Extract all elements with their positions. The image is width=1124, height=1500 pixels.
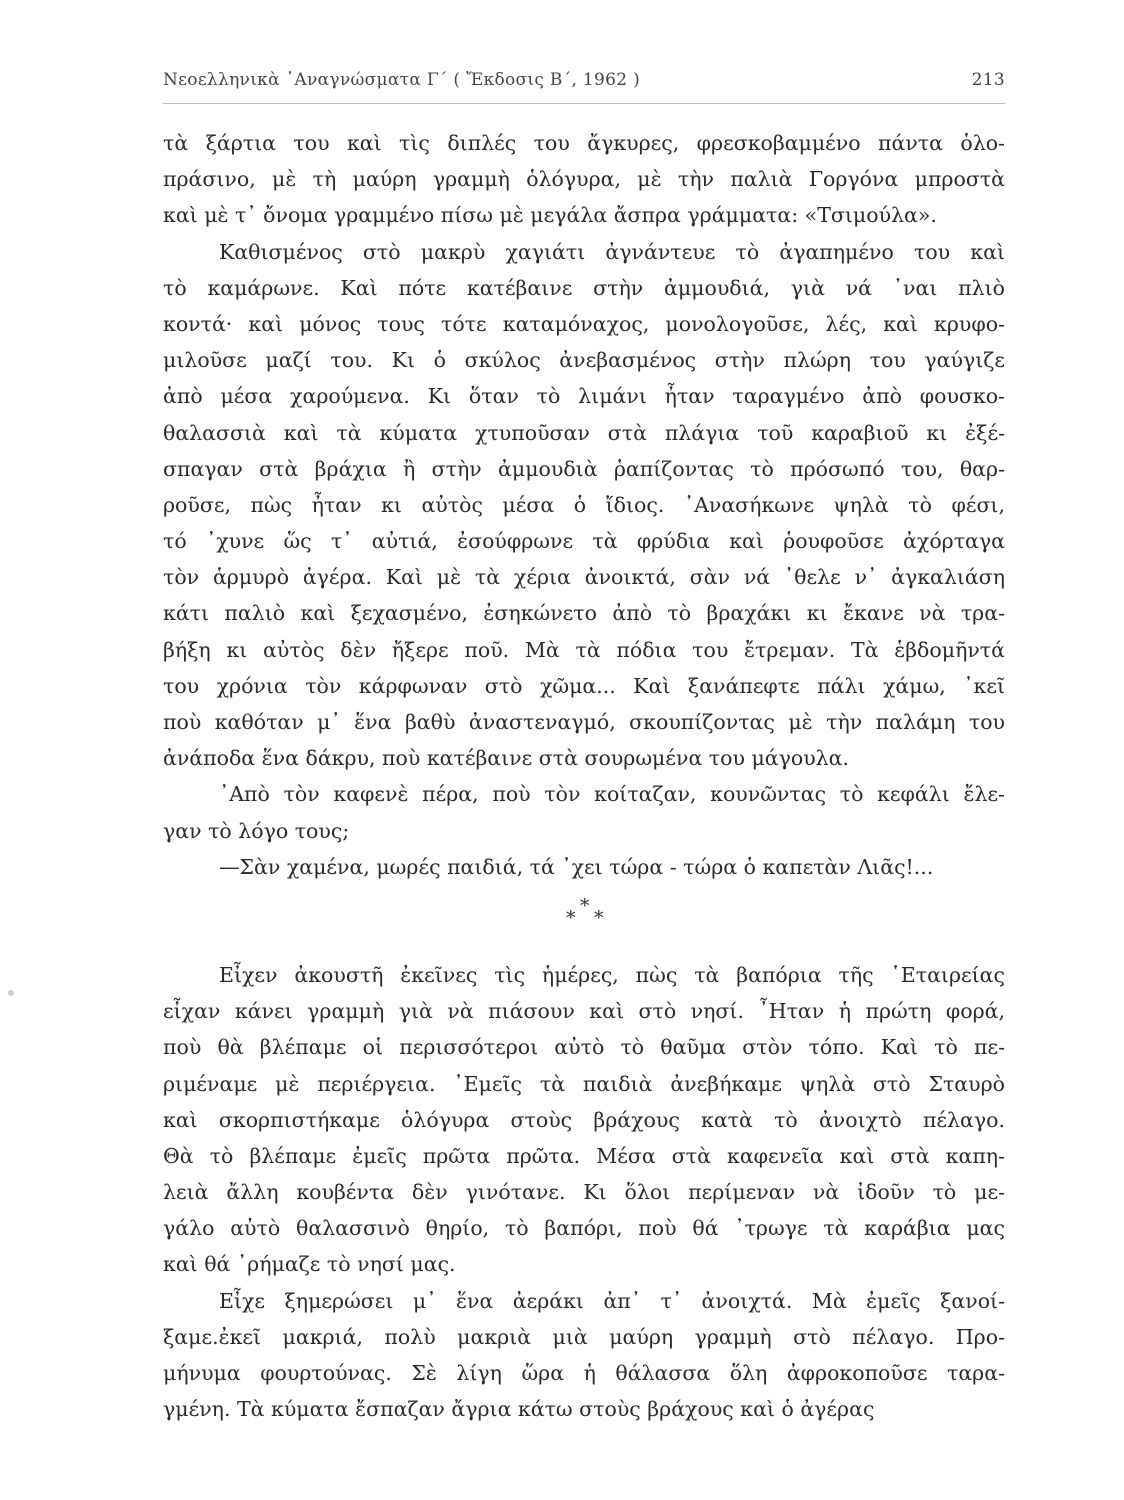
paragraph <box>163 849 1005 885</box>
text-line: καὶ θά ᾿ρήμαζε τὸ νησί μας. <box>163 1252 456 1277</box>
text-block-bottom <box>163 957 1005 1427</box>
margin-speck <box>8 990 14 996</box>
text-line: ροῦσε, πὼς ἦταν κι αὐτὸς μέσα ὁ ἴδιος. ᾿Ανασήκωνε ψηλὰ τὸ φέσι, <box>163 492 1005 517</box>
page-number: 213 <box>971 70 1005 90</box>
text-line: ἀπὸ μέσα χαρούμενα. Κι ὅταν τὸ λιμάνι ἦταν ταραγμένο ἀπὸ φουσκο- <box>163 384 1005 409</box>
paragraph <box>163 234 1005 777</box>
text-line: γαν τὸ λόγο τους; <box>163 818 350 843</box>
text-line: βήξη κι αὐτὸς δὲν ἤξερε ποῦ. Μὰ τὰ πόδια του ἔτρεμαν. Τὰ ἑβδομῆντά <box>163 637 1005 662</box>
text-line: του χρόνια τὸν κάρφωναν στὸ χῶμα... Καὶ ξανάπεφτε πάλι χάμω, ᾿κεῖ <box>163 673 1005 698</box>
text-line: ξαμε.ἐκεῖ μακριά, πολὺ μακριὰ μιὰ μαύρη γραμμὴ στὸ πέλαγο. Προ- <box>163 1324 1005 1349</box>
text-line: εἶχαν κάνει γραμμὴ γιὰ νὰ πιάσουν καὶ στὸ νησί. ῏Ηταν ἡ πρώτη φορά, <box>163 999 1005 1024</box>
text-line: γμένη. Τὰ κύματα ἔσπαζαν ἄγρια κάτω στοὺς βράχους καὶ ὁ ἀγέρας <box>163 1397 875 1422</box>
text-line: —Σὰν χαμένα, μωρές παιδιά, τά ᾿χει τώρα - τώρα ὁ καπετὰν Λιᾶς!... <box>219 854 934 879</box>
paragraph <box>163 1283 1005 1428</box>
text-line: τό ᾿χυνε ὥς τ᾿ αὐτιά, ἐσούφρωνε τὰ φρύδια καὶ ῥουφοῦσε ἀχόρταγα <box>163 529 1005 554</box>
text-line: Εἶχε ξημερώσει μ᾿ ἕνα ἀεράκι ἀπ᾿ τ᾿ ἀνοιχτά. Μὰ ἐμεῖς ξανοί- <box>219 1288 1005 1313</box>
text-line: λειὰ ἄλλη κουβέντα δὲν γινότανε. Κι ὅλοι περίμεναν νὰ ἰδοῦν τὸ με- <box>163 1180 1005 1205</box>
text-line: ριμέναμε μὲ περιέργεια. ᾿Εμεῖς τὰ παιδιὰ ἀνεβήκαμε ψηλὰ στὸ Σταυρὸ <box>163 1071 1005 1096</box>
text-line: καὶ σκορπιστήκαμε ὁλόγυρα στοὺς βράχους κατὰ τὸ ἀνοιχτὸ πέλαγο. <box>163 1107 1005 1132</box>
text-line: ποὺ καθόταν μ᾿ ἕνα βαθὺ ἀναστεναγμό, σκουπίζοντας μὲ τὴν παλάμη του <box>163 710 1005 734</box>
text-line: μιλοῦσε μαζί του. Κι ὁ σκύλος ἀνεβασμένος στὴν πλώρη του γαύγιζε <box>163 348 1005 373</box>
body-text <box>163 125 1005 1427</box>
text-block-top <box>163 125 1005 885</box>
text-line: κοντά· καὶ μόνος τους τότε καταμόναχος, μονολογοῦσε, λές, καὶ κρυφο- <box>163 311 1005 336</box>
text-line: ἀνάποδα ἕνα δάκρυ, ποὺ κατέβαινε στὰ σουρωμένα του μάγουλα. <box>163 746 850 771</box>
text-line: κάτι παλιὸ καὶ ξεχασμένο, ἐσηκώνετο ἀπὸ τὸ βραχάκι κι ἔκανε νὰ τρα- <box>163 601 1005 626</box>
text-line: Καθισμένος στὸ μακρὺ χαγιάτι ἀγνάντευε τὸ ἀγαπημένο του καὶ <box>219 239 1005 264</box>
asterism-star-left: * <box>566 906 576 929</box>
text-line: τὰ ξάρτια του καὶ τὶς διπλές του ἄγκυρες, φρεσκοβαμμένο πάντα ὁλο- <box>163 131 1005 155</box>
text-line: μήνυμα φουρτούνας. Σὲ λίγη ὥρα ἡ θάλασσα ὅλη ἀφροκοποῦσε ταρα- <box>163 1361 1005 1385</box>
asterism-star-top: * <box>580 894 590 917</box>
text-line: καὶ μὲ τ᾿ ὄνομα γραμμένο πίσω μὲ μεγάλα ἄσπρα γράμματα: «Τσιμούλα». <box>163 203 937 228</box>
text-line: Θὰ τὸ βλέπαμε ἐμεῖς πρῶτα πρῶτα. Μέσα στὰ καφενεῖα καὶ στὰ καπη- <box>163 1143 1005 1168</box>
running-head <box>163 70 1005 98</box>
text-line: τὸν ἁρμυρὸ ἀγέρα. Καὶ μὲ τὰ χέρια ἀνοικτά, σὰν νά ᾿θελε ν᾿ ἀγκαλιάση <box>163 565 1005 590</box>
text-line: τὸ καμάρωνε. Καὶ πότε κατέβαινε στὴν ἀμμουδιά, γιὰ νά ᾿ναι πλιὸ <box>163 275 1005 300</box>
paragraph <box>163 125 1005 234</box>
running-head-title: Νεοελληνικὰ ᾿Αναγνώσματα Γ΄ ( Ἔκδοσις Β΄, 1962 ) <box>163 70 641 90</box>
text-line: ποὺ θὰ βλέπαμε οἱ περισσότεροι αὐτὸ τὸ θαῦμα στὸν τόπο. Καὶ τὸ πε- <box>163 1035 1005 1060</box>
text-line: θαλασσιὰ καὶ τὰ κύματα χτυποῦσαν στὰ πλάγια τοῦ καραβιοῦ κι ἐξέ- <box>163 420 1005 445</box>
paragraph <box>163 957 1005 1283</box>
text-line: ᾿Απὸ τὸν καφενὲ πέρα, ποὺ τὸν κοίταζαν, κουνῶντας τὸ κεφάλι ἔλε- <box>219 782 1005 807</box>
text-line: σπαγαν στὰ βράχια ἢ στὴν ἀμμουδιὰ ῥαπίζοντας τὸ πρόσωπό του, θαρ- <box>163 456 1005 481</box>
text-line: γάλο αὐτὸ θαλασσινὸ θηρίο, τὸ βαπόρι, ποὺ θά ᾿τρωγε τὰ καράβια μας <box>163 1216 1005 1241</box>
asterism-star-right: * <box>594 906 604 929</box>
text-line: Εἶχεν ἀκουστῆ ἐκεῖνες τὶς ἡμέρες, πὼς τὰ βαπόρια τῆς ῾Εταιρείας <box>219 962 1005 987</box>
section-asterism <box>163 885 1005 957</box>
header-rule <box>163 103 1005 104</box>
paragraph <box>163 776 1005 848</box>
text-line: πράσινο, μὲ τὴ μαύρη γραμμὴ ὁλόγυρα, μὲ τὴν παλιὰ Γοργόνα μπροστὰ <box>163 167 1005 192</box>
